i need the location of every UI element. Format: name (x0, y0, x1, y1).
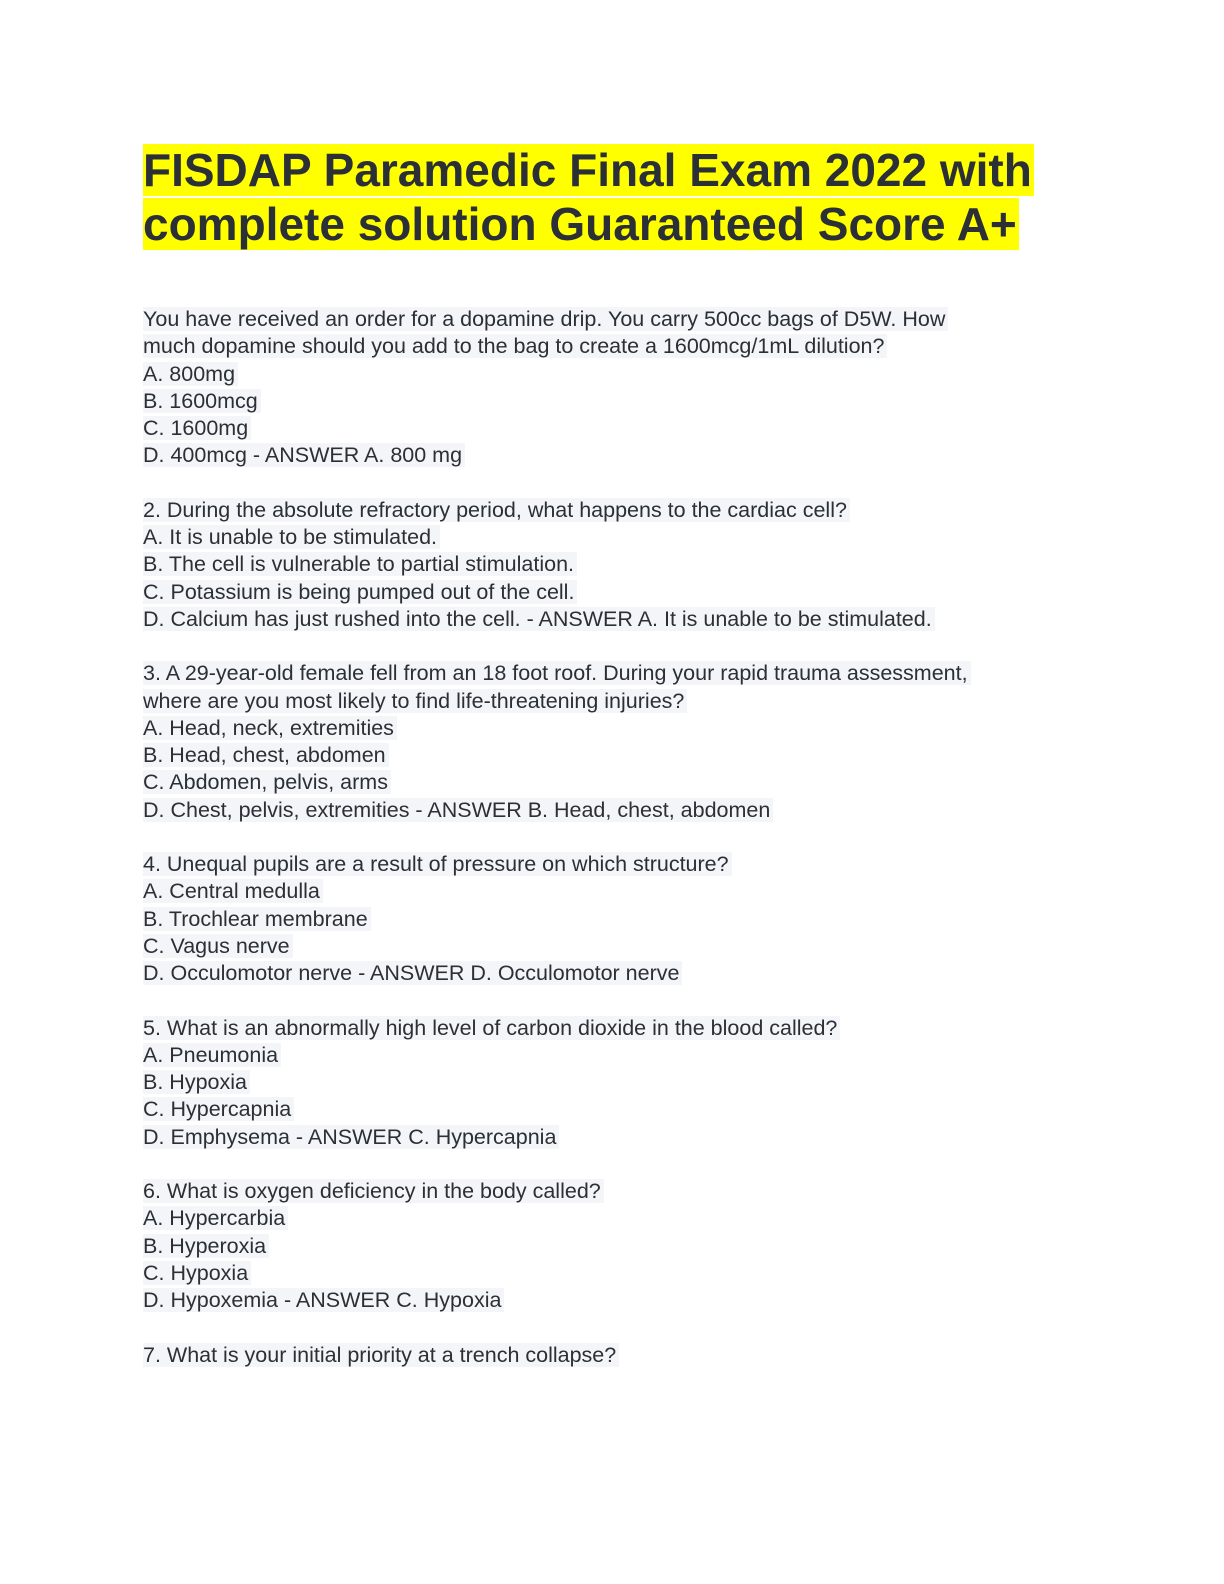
answer-option: C. Potassium is being pumped out of the cell. (143, 579, 1073, 606)
answer-option-with-answer: D. Hypoxemia - ANSWER C. Hypoxia (143, 1287, 1073, 1314)
answer-option-with-answer: D. Calcium has just rushed into the cell. - ANSWER A. It is unable to be stimulated. (143, 606, 1073, 633)
answer-option: A. Central medulla (143, 878, 1073, 905)
question-5 (143, 1015, 1073, 1151)
question-1 (143, 306, 1073, 470)
answer-option: A. Head, neck, extremities (143, 715, 1073, 742)
question-text: 5. What is an abnormally high level of carbon dioxide in the blood called? (143, 1015, 1073, 1042)
answer-option: A. Hypercarbia (143, 1205, 1073, 1232)
question-list (143, 306, 1073, 1369)
answer-option: A. It is unable to be stimulated. (143, 524, 1073, 551)
question-text: where are you most likely to find life-threatening injuries? (143, 688, 1073, 715)
title-line: complete solution Guaranteed Score A+ (143, 198, 1017, 250)
question-text: You have received an order for a dopamine drip. You carry 500cc bags of D5W. How (143, 306, 1073, 333)
question-2 (143, 497, 1073, 633)
document-page (143, 143, 1073, 1396)
answer-option: C. Hypoxia (143, 1260, 1073, 1287)
question-text: 6. What is oxygen deficiency in the body called? (143, 1178, 1073, 1205)
question-4 (143, 851, 1073, 987)
answer-option: C. 1600mg (143, 415, 1073, 442)
answer-option: B. 1600mcg (143, 388, 1073, 415)
question-3 (143, 660, 1073, 824)
answer-option-with-answer: D. Chest, pelvis, extremities - ANSWER B. Head, chest, abdomen (143, 797, 1073, 824)
document-title (143, 143, 1073, 251)
title-line: FISDAP Paramedic Final Exam 2022 with (143, 144, 1032, 196)
answer-option-with-answer: D. 400mcg - ANSWER A. 800 mg (143, 442, 1073, 469)
question-text: 7. What is your initial priority at a trench collapse? (143, 1342, 1073, 1369)
answer-option: C. Abdomen, pelvis, arms (143, 769, 1073, 796)
answer-option-with-answer: D. Emphysema - ANSWER C. Hypercapnia (143, 1124, 1073, 1151)
question-text: 3. A 29-year-old female fell from an 18 foot roof. During your rapid trauma assessment, (143, 660, 1073, 687)
answer-option: C. Vagus nerve (143, 933, 1073, 960)
answer-option: A. 800mg (143, 361, 1073, 388)
question-text: much dopamine should you add to the bag to create a 1600mcg/1mL dilution? (143, 333, 1073, 360)
answer-option: B. Head, chest, abdomen (143, 742, 1073, 769)
answer-option: B. Hypoxia (143, 1069, 1073, 1096)
question-6 (143, 1178, 1073, 1314)
answer-option-with-answer: D. Occulomotor nerve - ANSWER D. Occulomotor nerve (143, 960, 1073, 987)
answer-option: C. Hypercapnia (143, 1096, 1073, 1123)
answer-option: B. Hyperoxia (143, 1233, 1073, 1260)
answer-option: B. Trochlear membrane (143, 906, 1073, 933)
question-text: 2. During the absolute refractory period, what happens to the cardiac cell? (143, 497, 1073, 524)
answer-option: A. Pneumonia (143, 1042, 1073, 1069)
question-text: 4. Unequal pupils are a result of pressure on which structure? (143, 851, 1073, 878)
question-7 (143, 1342, 1073, 1369)
answer-option: B. The cell is vulnerable to partial stimulation. (143, 551, 1073, 578)
